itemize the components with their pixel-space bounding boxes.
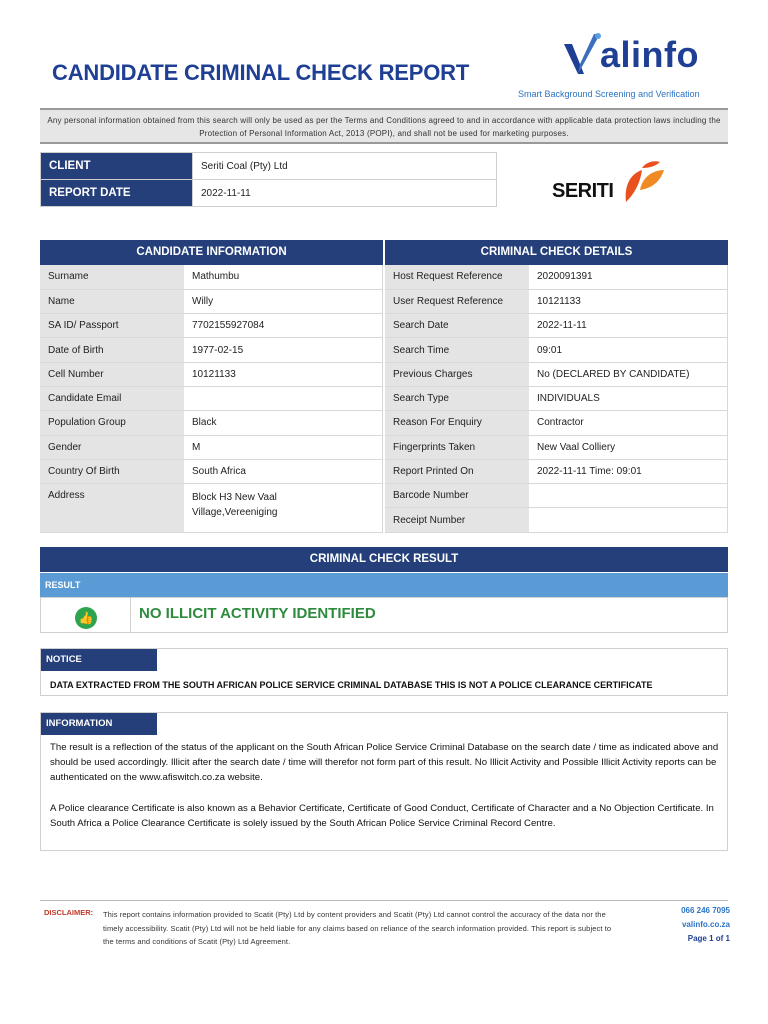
field-value: Willy <box>184 289 383 313</box>
notice-label: NOTICE <box>41 649 157 671</box>
field-value: 09:01 <box>529 338 728 362</box>
field-value <box>529 508 728 532</box>
information-box <box>40 712 728 851</box>
info-row <box>40 265 383 289</box>
privacy-notice: Any personal information obtained from this search will only be used as per the Terms and Conditions agreed to and in accordance with applicable data protection laws including the Protection of Personal Information Act, 2013 (POPI), and shall not be used for marketing purposes. <box>40 108 728 144</box>
information-paragraph-2: A Police clearance Certificate is also known as a Behavior Certificate, Certificate of Good Conduct, Certificate of Character and a No Objection Certificate. In South Africa a Police Clearance Certificate is solely issued by the South African Police Service Criminal Record Centre. <box>50 803 714 829</box>
website-link[interactable]: valinfo.co.za <box>681 920 730 929</box>
info-row <box>40 386 383 410</box>
info-row <box>40 459 383 483</box>
result-header: CRIMINAL CHECK RESULT <box>40 547 728 572</box>
info-row <box>385 289 728 313</box>
phone-number: 066 246 7095 <box>681 906 730 915</box>
notice-box <box>40 648 728 696</box>
thumbs-up-icon: 👍 <box>75 607 97 629</box>
result-row <box>40 597 728 633</box>
field-label: Population Group <box>40 411 184 435</box>
field-label: Country Of Birth <box>40 459 184 483</box>
field-value: No (DECLARED BY CANDIDATE) <box>529 362 728 386</box>
field-value: 2020091391 <box>529 265 728 289</box>
info-row <box>385 386 728 410</box>
tagline: Smart Background Screening and Verification <box>518 89 700 99</box>
client-table <box>40 152 497 207</box>
candidate-section <box>40 240 383 533</box>
info-row <box>385 435 728 459</box>
field-label: Barcode Number <box>385 484 529 508</box>
info-row <box>40 362 383 386</box>
info-row <box>385 338 728 362</box>
field-label: Receipt Number <box>385 508 529 532</box>
info-row <box>385 314 728 338</box>
field-label: Cell Number <box>40 362 184 386</box>
result-value: NO ILLICIT ACTIVITY IDENTIFIED <box>139 605 376 622</box>
field-label: Previous Charges <box>385 362 529 386</box>
candidate-header: CANDIDATE INFORMATION <box>40 240 383 265</box>
field-value: 2022-11-11 <box>529 314 728 338</box>
field-value <box>529 484 728 508</box>
field-label: Search Date <box>385 314 529 338</box>
field-value: Contractor <box>529 411 728 435</box>
check-table <box>385 265 728 533</box>
info-row <box>385 362 728 386</box>
field-label: Name <box>40 289 184 313</box>
info-row <box>40 484 383 533</box>
field-value: 7702155927084 <box>184 314 383 338</box>
valinfo-logo <box>560 30 720 80</box>
seriti-leaf-icon <box>620 160 666 204</box>
contact-block <box>650 904 730 946</box>
field-label: Fingerprints Taken <box>385 435 529 459</box>
field-label: Address <box>40 484 184 533</box>
field-value: 10121133 <box>184 362 383 386</box>
valinfo-logo-text: alinfo <box>600 34 699 75</box>
check-section <box>385 240 728 533</box>
check-header: CRIMINAL CHECK DETAILS <box>385 240 728 265</box>
field-label: Surname <box>40 265 184 289</box>
info-row <box>40 314 383 338</box>
field-label: User Request Reference <box>385 289 529 313</box>
info-row <box>40 289 383 313</box>
report-date-label: REPORT DATE <box>41 180 193 207</box>
disclaimer-text: This report contains information provided to Scatit (Pty) Ltd by content providers and Scatit (Pty) Ltd cannot control the accuracy of the data nor the timely accessibility. Scatit (Pty) Ltd will not be held liable for any claims based on reliance of the search information provided. This report is subject to the terms and conditions of Scatit (Pty) Ltd Agreement. <box>103 910 612 946</box>
field-label: Report Printed On <box>385 459 529 483</box>
field-value: M <box>184 435 383 459</box>
field-value: New Vaal Colliery <box>529 435 728 459</box>
info-row <box>40 435 383 459</box>
info-row <box>385 411 728 435</box>
field-label: Reason For Enquiry <box>385 411 529 435</box>
report-date-value: 2022-11-11 <box>193 180 497 207</box>
client-value: Seriti Coal (Pty) Ltd <box>193 153 497 180</box>
field-value: Black <box>184 411 383 435</box>
info-row <box>40 411 383 435</box>
field-label: Gender <box>40 435 184 459</box>
field-value: Block H3 New Vaal Village,Vereeniging <box>184 484 383 533</box>
seriti-logo <box>552 160 668 206</box>
client-label: CLIENT <box>41 153 193 180</box>
disclaimer-label: DISCLAIMER: <box>44 908 94 917</box>
report-title: CANDIDATE CRIMINAL CHECK REPORT <box>52 60 470 85</box>
information-paragraph-1: The result is a reflection of the status of the applicant on the South African Police Service Criminal Database on the search date / time as indicated above and should be used accordingly. Illicit after the search date / time will therefor not form part of this result. No Illicit Activity and Possible Illicit Activity reports can be authenticated on the www.afiswitch.co.za website. <box>50 742 719 783</box>
field-value: Mathumbu <box>184 265 383 289</box>
result-icon-cell <box>41 598 131 632</box>
page-number: Page 1 of 1 <box>687 934 730 943</box>
field-label: Host Request Reference <box>385 265 529 289</box>
field-label: Search Time <box>385 338 529 362</box>
info-row <box>385 459 728 483</box>
field-label: Candidate Email <box>40 386 184 410</box>
field-value: 2022-11-11 Time: 09:01 <box>529 459 728 483</box>
field-label: Date of Birth <box>40 338 184 362</box>
valinfo-v-icon <box>560 30 604 78</box>
field-value <box>184 386 383 410</box>
info-row <box>385 508 728 532</box>
footer-divider <box>40 900 728 901</box>
candidate-table <box>40 265 383 533</box>
field-value: South Africa <box>184 459 383 483</box>
result-label: RESULT <box>40 573 728 597</box>
field-label: SA ID/ Passport <box>40 314 184 338</box>
info-row <box>385 265 728 289</box>
field-value: INDIVIDUALS <box>529 386 728 410</box>
information-label: INFORMATION <box>41 713 157 735</box>
field-label: Search Type <box>385 386 529 410</box>
info-row <box>385 484 728 508</box>
field-value: 10121133 <box>529 289 728 313</box>
seriti-logo-text: SERITI <box>552 180 614 202</box>
field-value: 1977-02-15 <box>184 338 383 362</box>
info-row <box>40 338 383 362</box>
notice-text: DATA EXTRACTED FROM THE SOUTH AFRICAN POLICE SERVICE CRIMINAL DATABASE THIS IS NOT A POLICE CLEARANCE CERTIFICATE <box>50 680 653 690</box>
